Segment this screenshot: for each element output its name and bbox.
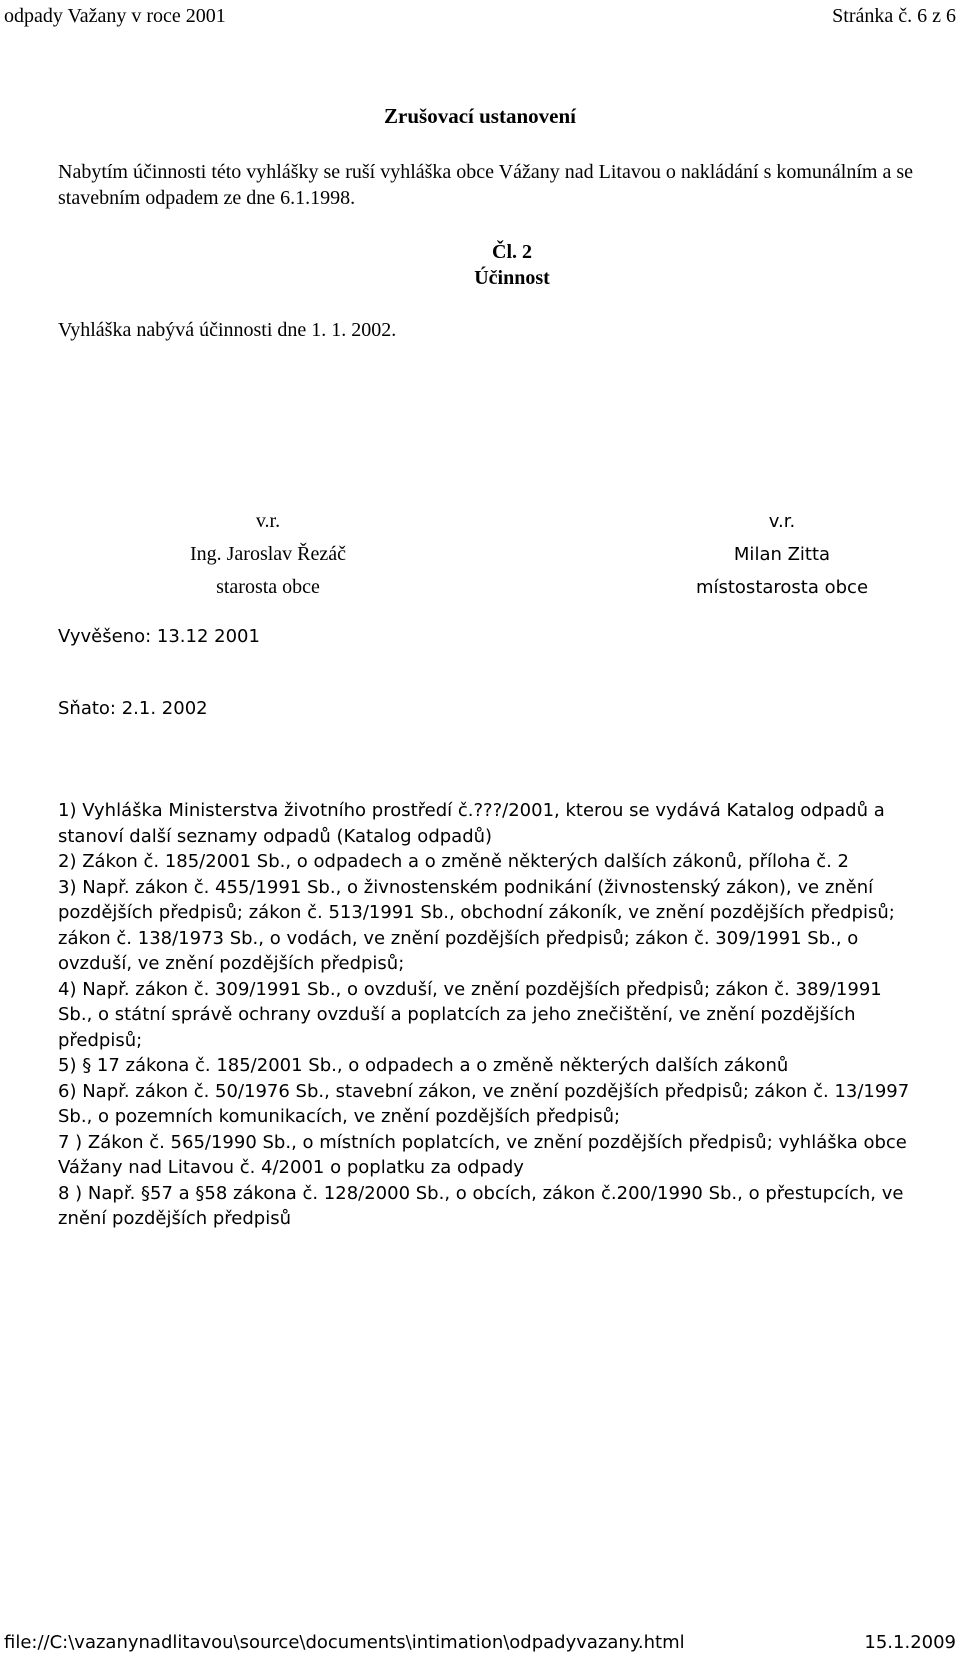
print-footer-date: 15.1.2009 [864, 1632, 956, 1653]
footnote-2: 2) Zákon č. 185/2001 Sb., o odpadech a o změně některých dalších zákonů, příloha č. 2 [58, 851, 849, 872]
footnote-6: 6) Např. zákon č. 50/1976 Sb., stavební zákon, ve znění pozdějších předpisů; zákon č. 13/1997 Sb., o pozemních komunikacích, ve znění pozdějších předpisů; [58, 1080, 910, 1127]
footnotes [58, 798, 918, 1232]
print-header-page-number: Stránka č. 6 z 6 [832, 5, 956, 27]
repeal-paragraph: Nabytím účinnosti této vyhlášky se ruší vyhláška obce Vážany nad Litavou o nakládání s komunálním a se stavebním odpadem ze dne 6.1.1998. [58, 161, 913, 209]
signature-vr: v.r. [255, 510, 281, 532]
footnote-8: 8 ) Např. §57 a §58 zákona č. 128/2000 Sb., o obcích, zákon č.200/1990 Sb., o přestupcích, ve znění pozdějších předpisů [58, 1182, 904, 1229]
posted-date: Vyvěšeno: 13.12 2001 [58, 626, 260, 647]
signature-role: starosta obce [216, 576, 320, 598]
print-header-title: odpady Važany v roce 2001 [4, 5, 226, 27]
footnote-4: 4) Např. zákon č. 309/1991 Sb., o ovzduší, ve znění pozdějších předpisů; zákon č. 389/1991 Sb., o státní správě ochrany ovzduší a poplatcích za jeho znečištění, ve znění pozdějších předpisů; [58, 978, 882, 1051]
removed-date: Sňato: 2.1. 2002 [58, 698, 208, 719]
footnote-1: 1) Vyhláška Ministerstva životního prostředí č.???/2001, kterou se vydává Katalog odpadů a stanoví další seznamy odpadů (Katalog odpadů) [58, 800, 885, 847]
article-title: Účinnost [474, 267, 550, 289]
footnote-3: 3) Např. zákon č. 455/1991 Sb., o živnostenském podnikání (živnostenský zákon), ve znění pozdějších předpisů; zákon č. 513/1991 Sb., obchodní zákoník, ve znění pozdějších předpisů; zákon č. 138/1973 Sb., o vodách, ve znění pozdějších předpisů; zákon č. 309/1991 Sb., o ovzduší, ve znění pozdějších předpisů; [58, 876, 895, 974]
signature-block-deputy-mayor [622, 505, 942, 604]
section-heading: Zrušovací ustanovení [384, 104, 576, 128]
signature-block-mayor [108, 505, 428, 604]
signature-vr: v.r. [768, 511, 796, 532]
article-number: Čl. 2 [492, 241, 532, 263]
footnote-7: 7 ) Zákon č. 565/1990 Sb., o místních poplatcích, ve znění pozdějších předpisů; vyhláška obce Vážany nad Litavou č. 4/2001 o poplatku za odpady [58, 1131, 907, 1178]
signature-name: Ing. Jaroslav Řezáč [189, 543, 347, 565]
effective-date-paragraph: Vyhláška nabývá účinnosti dne 1. 1. 2002. [58, 319, 397, 341]
signature-name: Milan Zitta [733, 544, 831, 565]
print-footer-file-path: file://C:\vazanynadlitavou\source\documents\intimation\odpadyvazany.html [4, 1632, 685, 1653]
signature-role: místostarosta obce [695, 577, 869, 598]
footnote-5: 5) § 17 zákona č. 185/2001 Sb., o odpadech a o změně některých dalších zákonů [58, 1055, 789, 1076]
